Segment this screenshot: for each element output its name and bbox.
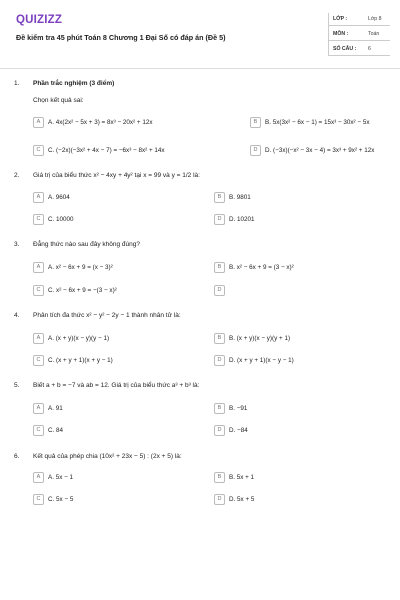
option-letter-box: C — [33, 355, 44, 366]
option-letter-box: B — [214, 262, 225, 273]
option-letter-box: C — [33, 285, 44, 296]
option-text: B. 9801 — [229, 194, 251, 201]
question-number: 1. — [14, 80, 20, 87]
option-text: A. 91 — [48, 405, 63, 412]
option-letter-box: B — [214, 192, 225, 203]
option-text: D. (−3x)(−x² − 3x − 4) = 3x³ + 9x² + 12x — [265, 147, 375, 154]
option-text: D. 5x + 5 — [229, 496, 255, 503]
option-text: A. (x + y)(x − y)(y − 1) — [48, 335, 110, 342]
meta-grade-value: Lớp 8 — [368, 16, 382, 22]
option-letter-box: C — [33, 214, 44, 225]
option-letter-box: A — [33, 262, 44, 273]
option-letter-box: D — [214, 494, 225, 505]
question-number: 2. — [14, 172, 20, 179]
meta-grade — [328, 14, 390, 26]
worksheet-header — [0, 0, 400, 68]
meta-subject-value: Toán — [368, 31, 380, 37]
option-letter-box: A — [33, 333, 44, 344]
meta-count-label: SỐ CÂU : — [333, 46, 357, 52]
option-text: D. 10201 — [229, 216, 255, 223]
option-letter-box: D — [250, 145, 261, 156]
question-text: Biết a + b = −7 và ab = 12. Giá trị của biểu thức a³ + b³ là: — [33, 382, 200, 389]
option-letter-box: D — [214, 214, 225, 225]
question-text: Kết quả của phép chia (10x² + 23x − 5) : (2x + 5) là: — [33, 453, 182, 460]
option-letter-box: A — [33, 192, 44, 203]
meta-count — [328, 44, 390, 56]
option-letter-box: B — [214, 472, 225, 483]
option-text: B. (x + y)(x − y)(y + 1) — [229, 335, 291, 342]
question-number: 6. — [14, 453, 20, 460]
meta-count-value: 6 — [368, 46, 371, 52]
option-text: C. 10000 — [48, 216, 74, 223]
option-letter-box: A — [33, 472, 44, 483]
quizizz-logo: QUIZIZZ — [16, 14, 63, 26]
option-text: B. x² − 6x + 9 = (3 − x)² — [229, 264, 294, 271]
option-text: D. (x + y + 1)(x − y − 1) — [229, 357, 294, 364]
option-letter-box: A — [33, 403, 44, 414]
option-text: D. −84 — [229, 427, 248, 434]
option-text: C. (x + y + 1)(x + y − 1) — [48, 357, 113, 364]
option-letter-box: A — [33, 117, 44, 128]
option-letter-box: B — [214, 333, 225, 344]
option-text: A. 5x − 1 — [48, 474, 74, 481]
question-number: 3. — [14, 241, 20, 248]
option-letter-box: D — [214, 355, 225, 366]
meta-subject-label: MÔN : — [333, 31, 349, 37]
option-letter-box: D — [214, 285, 225, 296]
option-text: A. 9604 — [48, 194, 70, 201]
option-letter-box: B — [214, 403, 225, 414]
option-letter-box: C — [33, 145, 44, 156]
option-text: B. −91 — [229, 405, 248, 412]
worksheet-title: Đề kiểm tra 45 phút Toán 8 Chương 1 Đại Số có đáp án (Đề 5) — [16, 33, 226, 42]
option-text: B. 5x(3x² − 6x − 1) = 15x³ − 30x² − 5x — [265, 119, 370, 126]
option-letter-box: C — [33, 425, 44, 436]
header-divider — [0, 68, 400, 69]
question-number: 5. — [14, 382, 20, 389]
question-number: 4. — [14, 312, 20, 319]
question-text: Phân tích đa thức x² − y² − 2y − 1 thành nhân tử là: — [33, 312, 181, 319]
option-letter-box: B — [250, 117, 261, 128]
meta-grade-label: LỚP : — [333, 16, 348, 22]
option-text: C. 5x − 5 — [48, 496, 74, 503]
option-text: C. (−2x)(−3x² + 4x − 7) = −6x³ − 8x² + 14x — [48, 147, 165, 154]
option-text: C. 84 — [48, 427, 64, 434]
question-text: Đẳng thức nào sau đây không đúng? — [33, 241, 140, 248]
option-text: B. 5x + 1 — [229, 474, 255, 481]
option-text: A. x² − 6x + 9 = (x − 3)² — [48, 264, 113, 271]
question-subtext: Chọn kết quả sai: — [33, 97, 84, 104]
question-text: Phần trắc nghiệm (3 điểm) — [33, 80, 115, 87]
option-letter-box: D — [214, 425, 225, 436]
option-letter-box: C — [33, 494, 44, 505]
option-text: C. x² − 6x + 9 = −(3 − x)² — [48, 287, 117, 294]
meta-subject — [328, 29, 390, 41]
option-text: A. 4x(2x² − 5x + 3) = 8x³ − 20x² + 12x — [48, 119, 153, 126]
question-text: Giá trị của biểu thức x² − 4xy + 4y² tại x = 99 và y = 1/2 là: — [33, 172, 200, 179]
